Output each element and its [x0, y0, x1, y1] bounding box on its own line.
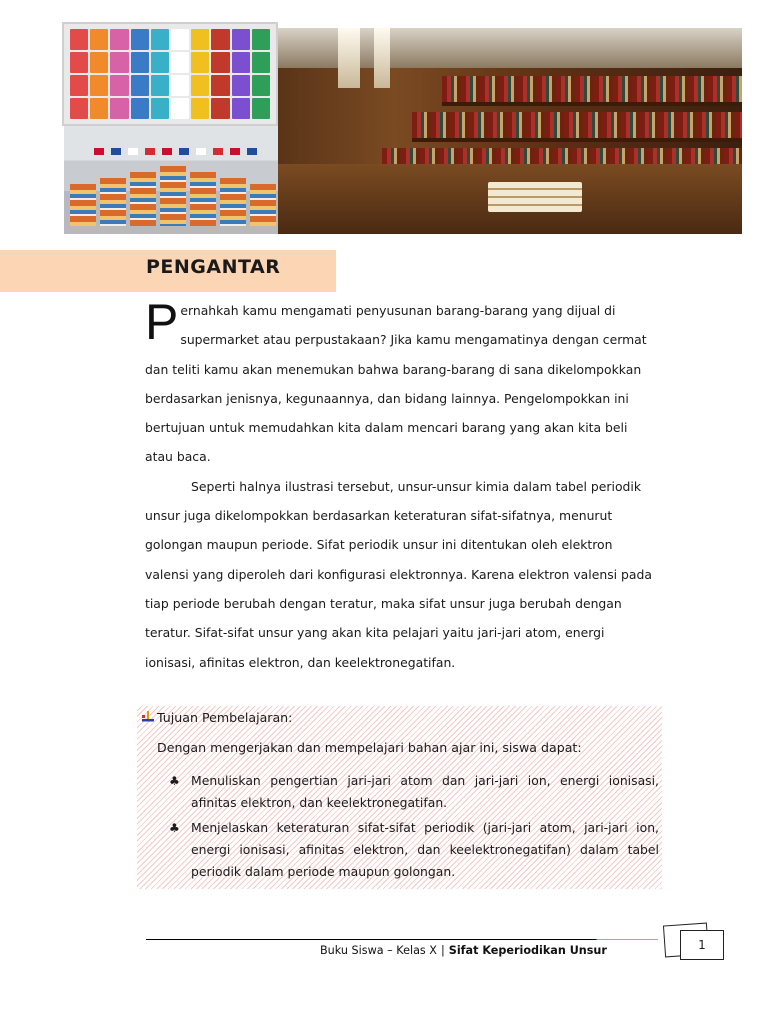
bookshelf-row: [412, 112, 742, 142]
page-number: 1: [680, 930, 724, 960]
magazine-cover: [131, 29, 149, 50]
magazine-rack-photo: [62, 22, 278, 126]
book-stack: [488, 182, 582, 212]
hanging-flag: [230, 148, 240, 155]
hanging-flag: [196, 148, 206, 155]
header-photo-collage: [62, 22, 742, 234]
magazine-cover: [191, 75, 209, 96]
magazine-cover: [232, 75, 250, 96]
store-shelf: [250, 184, 276, 226]
drop-cap: P: [145, 294, 179, 350]
intro-text: [145, 296, 655, 677]
section-title: PENGANTAR: [146, 256, 281, 278]
magazine-cover: [110, 98, 128, 119]
magazine-cover: [90, 75, 108, 96]
hanging-flag: [94, 148, 104, 155]
objectives-list: [169, 770, 659, 886]
list-item: [169, 817, 659, 883]
magazine-cover: [252, 29, 270, 50]
library-window: [338, 28, 360, 88]
magazine-cover: [171, 98, 189, 119]
footer-subject: Sifat Keperiodikan Unsur: [448, 944, 607, 957]
magazine-cover: [252, 75, 270, 96]
hanging-flag: [179, 148, 189, 155]
hanging-flag: [128, 148, 138, 155]
magazine-cover: [232, 52, 250, 73]
magazine-cover: [191, 52, 209, 73]
magazine-cover: [110, 29, 128, 50]
footer-separator: |: [440, 944, 445, 957]
objective-text: Menjelaskan keteraturan sifat-sifat periodik (jari-jari atom, jari-jari ion, energi ionisasi, afinitas elektron, dan keelektronegatifan) dalam tabel periodik dalam periode maupun golongan.: [191, 820, 659, 879]
magazine-cover: [191, 98, 209, 119]
store-shelf: [70, 184, 96, 226]
store-shelf: [190, 172, 216, 226]
magazine-cover: [211, 75, 229, 96]
magazine-cover: [171, 52, 189, 73]
library-window: [374, 28, 390, 88]
supermarket-photo: [64, 126, 278, 234]
footer-book: Buku Siswa – Kelas X: [320, 944, 437, 957]
magazine-cover: [151, 52, 169, 73]
paragraph-1-text: ernahkah kamu mengamati penyusunan barang-barang yang dijual di supermarket atau perpustakaan? Jika kamu mengamatinya dengan cermat dan teliti kamu akan menemukan bahwa barang-barang di sana dikelompokkan berdasarkan jenisnya, kegunaannya, dan bidang lainnya. Pengelompokkan ini bertujuan untuk memudahkan kita dalam mencari barang yang akan kita beli atau baca.: [145, 303, 647, 465]
paragraph-2: Seperti halnya ilustrasi tersebut, unsur-unsur kimia dalam tabel periodik unsur juga dikelompokkan berdasarkan keteraturan sifat-sifatnya, menurut golongan maupun periode. Sifat periodik unsur ini ditentukan oleh elektron valensi yang diperoleh dari konfigurasi elektronnya. Karena elektron valensi pada tiap periode berubah dengan teratur, maka sifat unsur juga berubah dengan teratur. Sifat-sifat unsur yang akan kita pelajari yaitu jari-jari atom, energi ionisasi, afinitas elektron, dan keelektronegatifan.: [145, 478, 652, 670]
hanging-flag: [247, 148, 257, 155]
footer-caption: [320, 944, 607, 957]
magazine-cover: [110, 52, 128, 73]
paragraph-1: [145, 296, 655, 472]
magazine-cover: [151, 29, 169, 50]
store-shelf: [100, 178, 126, 226]
magazine-cover: [211, 98, 229, 119]
footer-rule: [146, 939, 658, 940]
magazine-cover: [211, 29, 229, 50]
hanging-flag: [213, 148, 223, 155]
magazine-cover: [70, 29, 88, 50]
magazine-cover: [191, 29, 209, 50]
magazine-cover: [90, 98, 108, 119]
club-bullet-icon: ♣: [169, 821, 180, 835]
magazine-cover: [171, 75, 189, 96]
magazine-cover: [131, 75, 149, 96]
magazine-cover: [151, 98, 169, 119]
magazine-cover: [70, 98, 88, 119]
hanging-flag: [145, 148, 155, 155]
magazine-cover: [90, 29, 108, 50]
objectives-intro: Dengan mengerjakan dan mempelajari bahan ajar ini, siswa dapat:: [157, 740, 582, 755]
hanging-flag: [111, 148, 121, 155]
library-photo: [278, 28, 742, 234]
magazine-cover: [171, 29, 189, 50]
store-shelf: [130, 172, 156, 226]
magazine-cover: [90, 52, 108, 73]
magazine-cover: [70, 52, 88, 73]
magazine-cover: [70, 75, 88, 96]
magazine-cover: [232, 98, 250, 119]
bookshelf-row: [442, 76, 742, 106]
pin-icon: [141, 710, 155, 727]
learning-objectives-box: [137, 706, 662, 889]
magazine-cover: [151, 75, 169, 96]
hanging-flag: [162, 148, 172, 155]
store-shelf: [160, 166, 186, 226]
list-item: [169, 770, 659, 814]
objectives-title: Tujuan Pembelajaran:: [157, 710, 293, 725]
magazine-cover: [110, 75, 128, 96]
club-bullet-icon: ♣: [169, 774, 180, 788]
magazine-cover: [252, 52, 270, 73]
magazine-cover: [252, 98, 270, 119]
magazine-cover: [232, 29, 250, 50]
store-shelf: [220, 178, 246, 226]
objective-text: Menuliskan pengertian jari-jari atom dan jari-jari ion, energi ionisasi, afinitas elektron, dan keelektronegatifan.: [191, 773, 659, 810]
magazine-cover: [131, 98, 149, 119]
magazine-cover: [131, 52, 149, 73]
magazine-cover: [211, 52, 229, 73]
